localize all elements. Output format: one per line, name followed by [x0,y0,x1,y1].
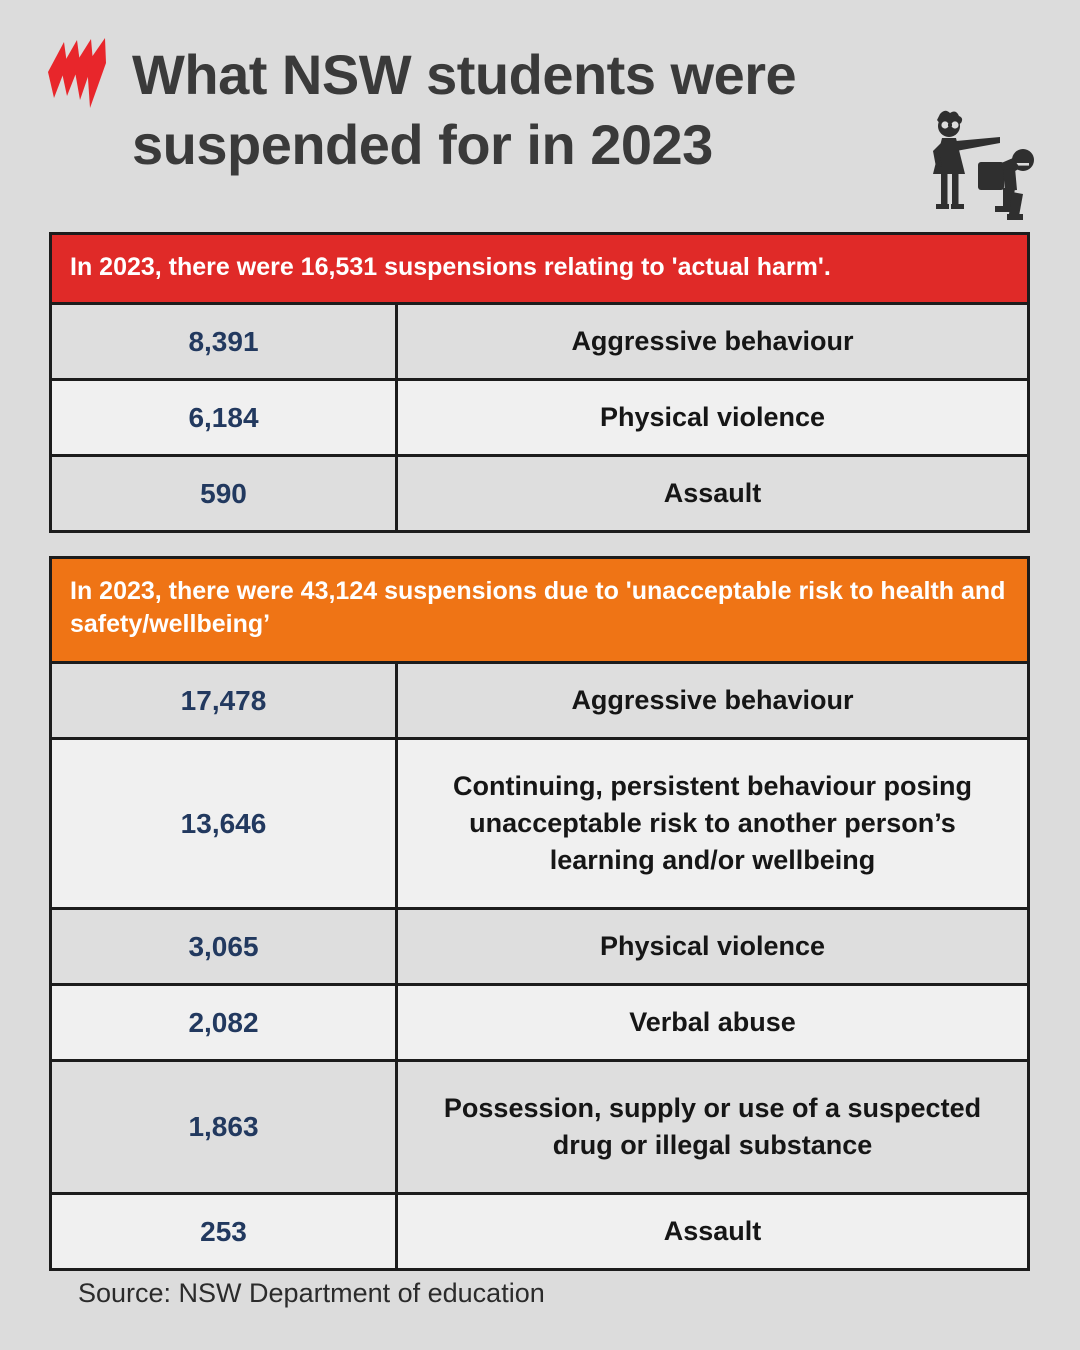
sbs-logo [44,38,108,112]
cell-label: Possession, supply or use of a suspected drug or illegal substance [443,1093,982,1160]
cell-value: 590 [52,457,398,530]
page-title [132,40,972,180]
cell-value: 3,065 [52,910,398,983]
cell-label: Assault [663,478,762,508]
table-row [52,986,1027,1062]
cell-value: 253 [52,1195,398,1268]
table-actual-harm [49,232,1030,533]
source-attribution: Source: NSW Department of education [78,1278,545,1308]
cell-label: Aggressive behaviour [571,685,854,715]
cell-value: 2,082 [52,986,398,1059]
cell-label: Physical violence [599,931,826,961]
cell-value: 17,478 [52,664,398,737]
table-row [52,740,1027,910]
page-title-line-1: What NSW students were [132,43,797,106]
cell-label: Continuing, persistent behaviour posing unacceptable risk to another person’s learning and/or wellbeing [452,771,972,875]
cell-value: 8,391 [52,305,398,378]
table-row [52,381,1027,457]
cell-value: 13,646 [52,740,398,907]
cell-label: Verbal abuse [629,1007,796,1037]
cell-label: Assault [663,1216,762,1246]
table-row [52,457,1027,530]
cell-value: 6,184 [52,381,398,454]
table-row [52,910,1027,986]
cell-value: 1,863 [52,1062,398,1192]
page-title-line-2: suspended for in 2023 [132,113,713,176]
table-unacceptable-risk [49,556,1030,1271]
table-row [52,1195,1027,1268]
cell-label: Aggressive behaviour [571,326,854,356]
banner-unacceptable-risk: In 2023, there were 43,124 suspensions due to 'unacceptable risk to health and safety/wellbeing’ [52,559,1027,664]
cell-label: Physical violence [599,402,826,432]
table-row [52,664,1027,740]
teacher-pointing-student-leaving-illustration [915,108,1043,228]
table-row [52,305,1027,381]
banner-actual-harm: In 2023, there were 16,531 suspensions relating to 'actual harm'. [52,235,1027,305]
table-row [52,1062,1027,1195]
infographic-header [0,0,1080,232]
